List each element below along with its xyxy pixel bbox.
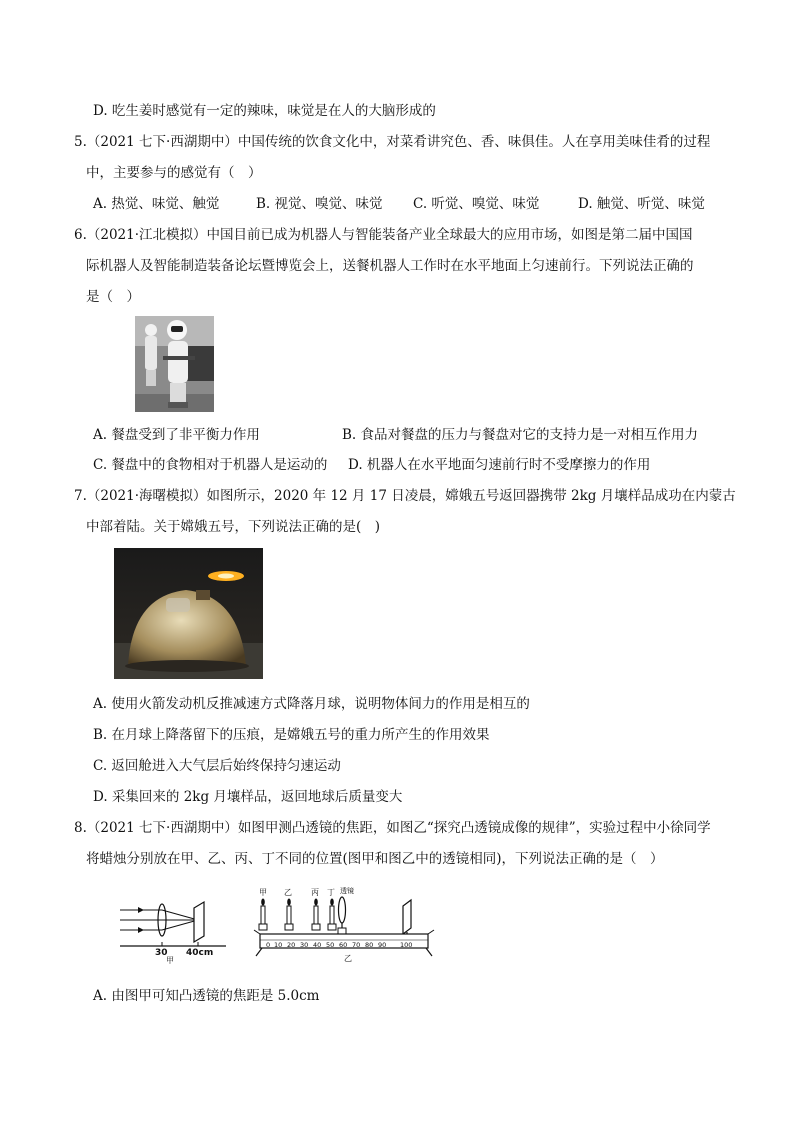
q6-option-d: D. 机器人在水平地面匀速前行时不受摩擦力的作用 — [348, 457, 651, 473]
scale-80: 80 — [365, 941, 374, 949]
scale-60: 60 — [339, 941, 348, 949]
candle-label-yi: 乙 — [284, 888, 292, 897]
q7-option-b: B. 在月球上降落留下的压痕，是嫦娥五号的重力所产生的作用效果 — [93, 727, 490, 743]
scale-100: 100 — [400, 941, 413, 949]
scale-90: 90 — [378, 941, 387, 949]
q5-option-b: B. 视觉、嗅觉、味觉 — [256, 196, 383, 212]
scale-40: 40 — [313, 941, 322, 949]
q7-stem-line2: 中部着陆。关于嫦娥五号，下列说法正确的是( ) — [86, 519, 381, 535]
scale-70: 70 — [352, 941, 361, 949]
jia-tick-30: 30 — [155, 948, 168, 958]
q8-option-a: A. 由图甲可知凸透镜的焦距是 5.0cm — [93, 988, 320, 1004]
candle-label-ding: 丁 — [327, 888, 335, 897]
figure-jia-focal-length — [118, 884, 230, 964]
lens-label: 透镜 — [340, 887, 354, 895]
scale-0: 0 — [266, 941, 271, 949]
q7-option-c: C. 返回舱进入大气层后始终保持匀速运动 — [93, 758, 341, 774]
jia-tick-40: 40cm — [186, 948, 214, 958]
q7-stem-line1: 7.（2021·海曙模拟）如图所示，2020 年 12 月 17 日凌晨，嫦娥五号返回器携带 2kg 月壤样品成功在内蒙古 — [74, 488, 736, 504]
yi-caption: 乙 — [344, 954, 352, 963]
candle-label-jia: 甲 — [259, 888, 267, 897]
q6-option-a: A. 餐盘受到了非平衡力作用 — [93, 427, 260, 443]
q4-option-d: D. 吃生姜时感觉有一定的辣味，味觉是在人的大脑形成的 — [93, 103, 436, 119]
q5-stem-line1: 5.（2021 七下·西湖期中）中国传统的饮食文化中，对菜肴讲究色、香、味俱佳。人在享用美味佳肴的过程 — [74, 134, 711, 150]
candle-label-bing: 丙 — [311, 888, 319, 897]
q6-option-c: C. 餐盘中的食物相对于机器人是运动的 — [93, 457, 328, 473]
q5-stem-line2: 中，主要参与的感觉有（ ） — [86, 165, 262, 181]
scale-20: 20 — [287, 941, 296, 949]
robot-photo — [135, 316, 214, 412]
q5-option-d: D. 触觉、听觉、味觉 — [578, 196, 705, 212]
jia-caption: 甲 — [166, 956, 174, 964]
q6-option-b: B. 食品对餐盘的压力与餐盘对它的支持力是一对相互作用力 — [342, 427, 699, 443]
q5-option-a: A. 热觉、味觉、触觉 — [93, 196, 220, 212]
q7-option-a: A. 使用火箭发动机反推减速方式降落月球，说明物体间力的作用是相互的 — [93, 696, 530, 712]
scale-10: 10 — [274, 941, 283, 949]
q8-stem-line1: 8.（2021 七下·西湖期中）如图甲测凸透镜的焦距，如图乙“探究凸透镜成像的规律”，实验过程中小徐同学 — [74, 820, 711, 836]
q6-stem-line3: 是（ ） — [86, 289, 140, 305]
figure-yi-optical-bench — [246, 884, 442, 964]
q7-option-d: D. 采集回来的 2kg 月壤样品，返回地球后质量变大 — [93, 789, 403, 805]
q6-stem-line2: 际机器人及智能制造装备论坛暨博览会上，送餐机器人工作时在水平地面上匀速前行。下列说法正确的 — [86, 258, 694, 274]
capsule-photo — [114, 548, 263, 679]
q5-option-c: C. 听觉、嗅觉、味觉 — [413, 196, 540, 212]
q6-stem-line1: 6.（2021·江北模拟）中国目前已成为机器人与智能装备产业全球最大的应用市场，如图是第二届中国国 — [74, 227, 693, 243]
scale-50: 50 — [326, 941, 335, 949]
scale-30: 30 — [300, 941, 309, 949]
q8-stem-line2: 将蜡烛分别放在甲、乙、丙、丁不同的位置(图甲和图乙中的透镜相同)，下列说法正确的是（ ） — [86, 851, 664, 867]
